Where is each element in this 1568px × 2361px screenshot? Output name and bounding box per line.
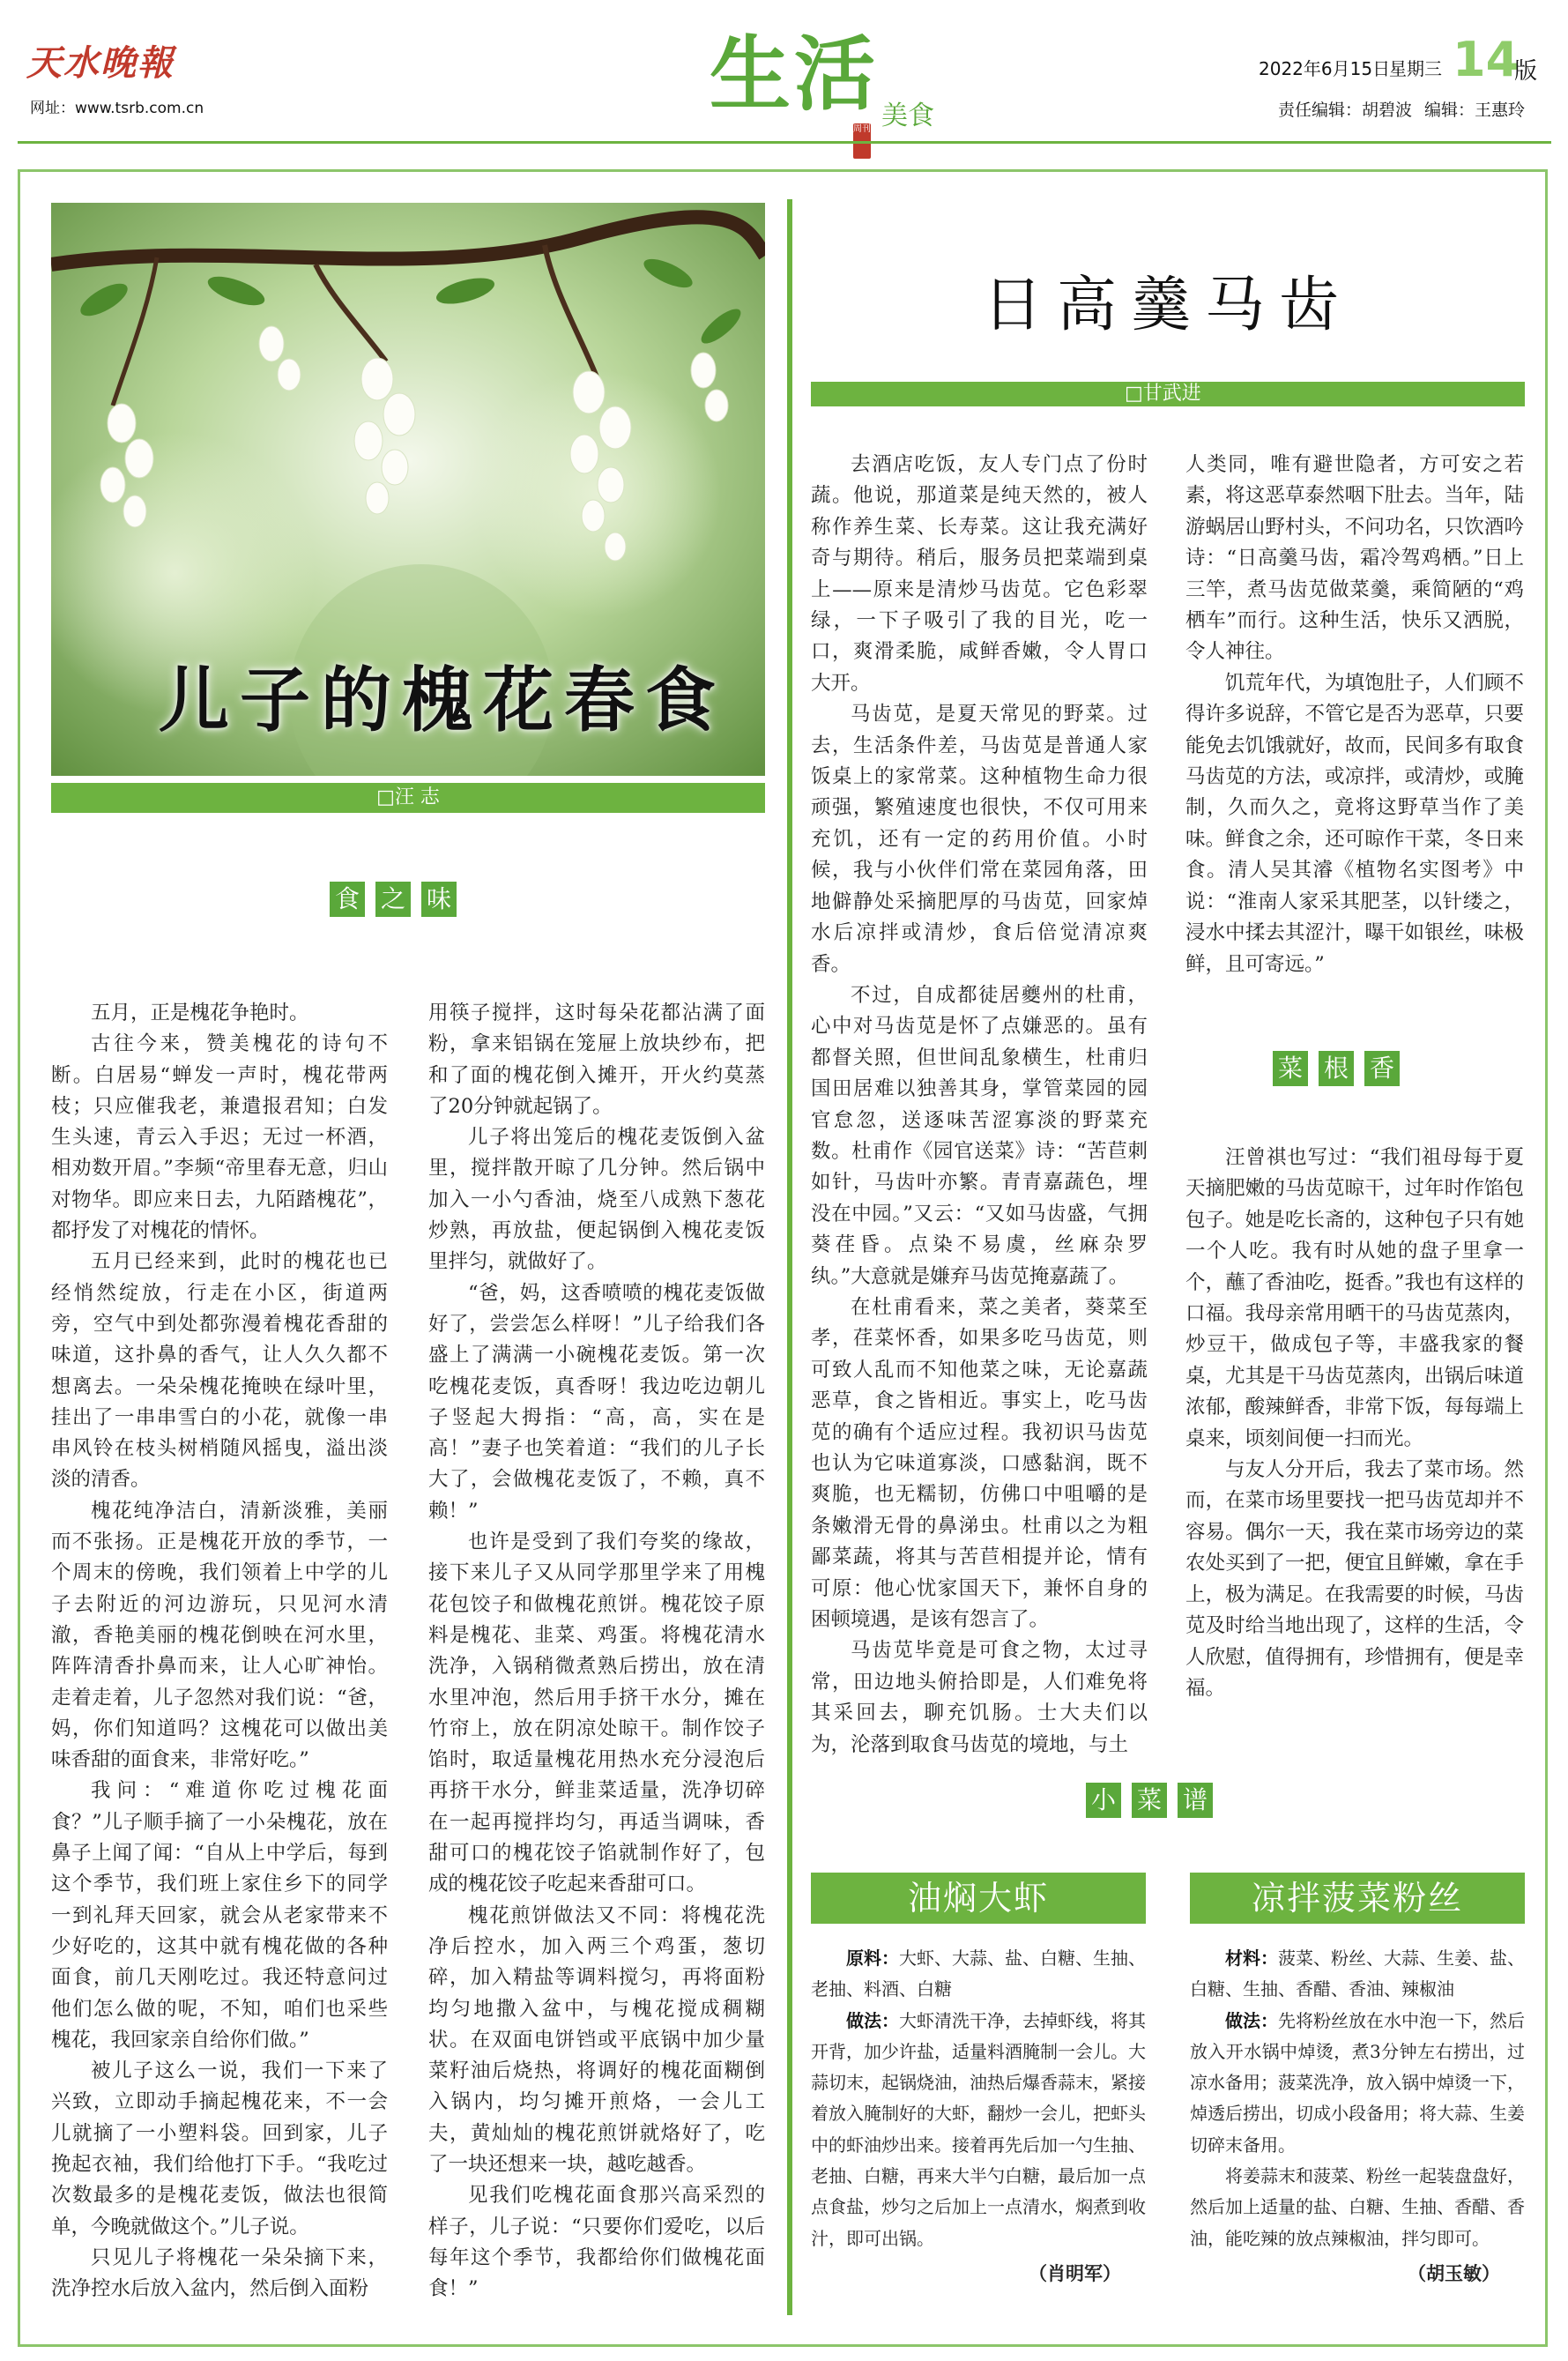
tag-char: 小 xyxy=(1086,1783,1121,1818)
page-label: 版 xyxy=(1514,58,1538,85)
recipe-ingredients xyxy=(1190,1943,1525,2006)
newspaper-logo: 天水晚報 xyxy=(26,42,175,84)
paragraph: 马齿苋，是夏天常见的野菜。过去，生活条件差，马齿苋是普通人家饭桌上的家常菜。这种植物生命力很顽强，繁殖速度也很快，不仅可用来充饥，还有一定的药用价值。小时候，我与小伙伴们常在菜园角落，田地僻静处采摘肥厚的马齿苋，回家焯水后凉拌或清炒，食后倍觉清凉爽香。 xyxy=(811,703,1148,976)
recipe-card-spinach xyxy=(1190,1873,1525,2286)
website-url: 网址：www.tsrb.com.cn xyxy=(30,100,204,117)
right-article-column-3 xyxy=(1185,1143,1524,1704)
tag-char: 菜 xyxy=(1132,1783,1167,1818)
paragraph: 槐花煎饼做法又不同：将槐花洗净后控水，加入两三个鸡蛋，葱切碎，加入精盐等调料搅匀，再将面粉均匀地撒入盆中，与槐花搅成稠糊状。在双面电饼铛或平底锅中加少量菜籽油后烧热，将调好的槐花面糊倒入锅内，均匀摊开煎烙，一会儿工夫，黄灿灿的槐花煎饼就烙好了，吃了一块还想来一块，越吃越香。 xyxy=(428,1903,765,2176)
paragraph: 人类同，唯有避世隐者，方可安之若素，将这恶草泰然咽下肚去。当年，陆游蜗居山野村头，不问功名，只饮酒吟诗：“日高羹马齿，霜冷驾鸡栖。”日上三竿，煮马齿苋做菜羹，乘简陋的“鸡栖车”而行。这种生活，快乐又洒脱，令人神往。 xyxy=(1185,453,1524,664)
method-text: 先将粉丝放在水中泡一下，然后放入开水锅中焯烫，煮3分钟左右捞出，过凉水备用；菠菜洗净，放入锅中焯烫一下，焯透后捞出，切成小段备用；将大蒜、生姜切碎末备用。 xyxy=(1190,2009,1525,2156)
editor-credits xyxy=(1278,97,1537,121)
left-tag-group xyxy=(324,882,462,917)
method-label: 做法： xyxy=(846,2009,899,2031)
recipe-title: 油焖大虾 xyxy=(811,1873,1146,1924)
paragraph: 用筷子搅拌，这时每朵花都沾满了面粉，拿来铝锅在笼屉上放块纱布，把和了面的槐花倒入摊开，开火约莫蒸了20分钟就起锅了。 xyxy=(428,1002,765,1118)
ingredients-label: 原料： xyxy=(846,1948,899,1969)
paragraph: 与友人分开后，我去了菜市场。然而，在菜市场里要找一把马齿苋却并不容易。偶尔一天，我在菜市场旁边的菜农处买到了一把，便宜且鲜嫩，拿在手上，极为满足。在我需要的时候，马齿苋及时给当地出现了，这样的生活，令人欣慰，值得拥有，珍惜拥有，便是幸福。 xyxy=(1185,1458,1524,1700)
recipe-method-cont: 将姜蒜末和菠菜、粉丝一起装盘盘好，然后加上适量的盐、白糖、生抽、香醋、香油，能吃辣的放点辣椒油，拌匀即可。 xyxy=(1190,2165,1525,2249)
left-byline-bar xyxy=(51,783,765,813)
recipe-body xyxy=(811,1943,1146,2254)
ingredients-text: 菠菜、粉丝、大蒜、生姜、盐、白糖、生抽、香醋、香油、辣椒油 xyxy=(1190,1948,1525,2000)
method-text: 大虾清洗干净，去掉虾线，将其开背，加少许盐，适量料酒腌制一会儿。大蒜切末，起锅烧油，油热后爆香蒜末，紧接着放入腌制好的大虾，翻炒一会儿，把虾头中的虾油炒出来。接着再先后加一勺生抽、老抽、白糖，再来大半勺白糖，最后加一点点食盐，炒匀之后加上一点清水，焖煮到收汁，即可出锅。 xyxy=(811,2009,1146,2249)
recipe-tag-group xyxy=(1081,1783,1218,1818)
method-label: 做法： xyxy=(1225,2009,1278,2031)
left-article-column-1 xyxy=(51,998,388,2305)
right-byline-bar xyxy=(811,382,1525,406)
paragraph: 也许是受到了我们夸奖的缘故，接下来儿子又从同学那里学来了用槐花包饺子和做槐花煎饼。槐花饺子原料是槐花、韭菜、鸡蛋。将槐花清水洗净，入锅稍微煮熟后捞出，放在清水里冲泡，然后用手挤干水分，摊在竹帘上，放在阴凉处晾干。制作饺子馅时，取适量槐花用热水充分浸泡后再挤干水分，鲜韭菜适量，洗净切碎在一起再搅拌均匀，再适当调味，香甜可口的槐花饺子馅就制作好了，包成的槐花饺子吃起来香甜可口。 xyxy=(428,1531,765,1896)
column-divider xyxy=(787,199,792,2315)
paragraph: 去酒店吃饭，友人专门点了份时蔬。他说，那道菜是纯天然的，被人称作养生菜、长寿菜。这让我充满好奇与期待。稍后，服务员把菜端到桌上——原来是清炒马齿苋。它色彩翠绿，一下子吸引了我的目光，吃一口，爽滑柔脆，咸鲜香嫩，令人胃口大开。 xyxy=(811,453,1148,695)
tag-char: 谱 xyxy=(1178,1783,1213,1818)
recipe-method xyxy=(1190,2006,1525,2161)
tag-char: 根 xyxy=(1319,1051,1354,1086)
page-number: 14 xyxy=(1453,32,1520,87)
masthead-rule xyxy=(18,141,1551,144)
paragraph: 我问：“难道你吃过槐花面食？”儿子顺手摘了一小朵槐花，放在鼻子上闻了闻：“自从上中学后，每到这个季节，我们班上家住乡下的同学一到礼拜天回家，就会从老家带来不少好吃的，这其中就有槐花做的各种面食，前几天刚吃过。我还特意问过他们怎么做的呢，不知，咱们也采些槐花，我回家亲自给你们做。” xyxy=(51,1779,388,2052)
paragraph: 古往今来，赞美槐花的诗句不断。白居易“蝉发一声时，槐花带两枝；只应催我老，兼遣报君知；白发生头速，青云入手迟；无过一杯酒，相劝数开眉。”李频“帝里春无意，归山对物华。即应来日去，九陌踏槐花”，都抒发了对槐花的情怀。 xyxy=(51,1032,388,1243)
paragraph: 只见儿子将槐花一朵朵摘下来，洗净控水后放入盆内，然后倒入面粉 xyxy=(51,2246,388,2301)
tag-char: 食 xyxy=(330,882,365,917)
paragraph: 在杜甫看来，菜之美者，葵菜至孝，荏菜怀香，如果多吃马齿苋，则可致人乱而不知他菜之味，无论嘉蔬恶草，食之皆相近。事实上，吃马齿苋的确有个适应过程。我初识马齿苋也认为它味道寡淡，口感黏润，既不爽脆，也无糯韧，仿佛口中咀嚼的是条嫩滑无骨的鼻涕虫。杜甫以之为粗鄙菜蔬，将其与苦苣相提并论，情有可原：他心忧家国天下，兼怀自身的困顿境遇，是该有怨言了。 xyxy=(811,1295,1148,1632)
right-article-title: 日高羹马齿 xyxy=(982,271,1353,340)
issue-weekday: 星期三 xyxy=(1389,58,1442,79)
paragraph: 汪曾祺也写过：“我们祖母每于夏天摘肥嫩的马齿苋晾干，过年时作馅包包子。她是吃长斋的，这种包子只有她一个人吃。我有时从她的盘子里拿一个，蘸了香油吃，挺香。”我也有这样的口福。我母亲常用晒干的马齿苋蒸肉，炒豆干，做成包子等，丰盛我家的餐桌，尤其是干马齿苋蒸肉，出锅后味道浓郁，酸辣鲜香，非常下饭，每每端上桌来，顷刻间便一扫而光。 xyxy=(1185,1146,1524,1450)
recipe-title: 凉拌菠菜粉丝 xyxy=(1190,1873,1525,1924)
subsection-label: 美食 xyxy=(881,101,934,131)
paragraph: 儿子将出笼后的槐花麦饭倒入盆里，搅拌散开晾了几分钟。然后锅中加入一小勺香油，烧至八成熟下葱花炒熟，再放盐，便起锅倒入槐花麦饭里拌匀，就做好了。 xyxy=(428,1126,765,1274)
paragraph: 不过，自成都徒居夔州的杜甫，心中对马齿苋是怀了点嫌恶的。虽有都督关照，但世间乱象横生，杜甫归国田居难以独善其身，掌管菜园的园官怠忽，送逐味苦涩寡淡的野菜充数。杜甫作《园官送菜》诗：“苦苣刺如针，马齿叶亦繁。青青嘉蔬色，埋没在中园。”又云：“又如马齿盛，气拥葵荏昏。点染不易虞，丝麻杂罗纨。”大意就是嫌弃马齿苋掩嘉蔬了。 xyxy=(811,983,1148,1288)
section-stamp: 周刊 xyxy=(853,123,871,159)
left-article-byline: □汪 志 xyxy=(376,786,440,808)
right-tag-group xyxy=(1267,1051,1405,1086)
right-article-column-2 xyxy=(1185,450,1524,980)
ingredients-text: 大虾、大蒜、盐、白糖、生抽、老抽、料酒、白糖 xyxy=(811,1948,1146,2000)
recipe-ingredients xyxy=(811,1943,1146,2006)
tag-char: 之 xyxy=(375,882,411,917)
recipe-author: （肖明军） xyxy=(1029,2262,1121,2284)
paragraph: “爸，妈，这香喷喷的槐花麦饭做好了，尝尝怎么样呀！”儿子给我们各盛上了满满一小碗槐花麦饭。第一次吃槐花麦饭，真香呀！我边吃边朝儿子竖起大拇指：“高，高，实在是高！”妻子也笑着道：“我们的儿子长大了，会做槐花麦饭了，不赖，真不赖！” xyxy=(428,1281,765,1523)
paragraph: 见我们吃槐花面食那兴高采烈的样子，儿子说：“只要你们爱吃，以后每年这个季节，我都给你们做槐花面食！” xyxy=(428,2184,765,2301)
left-article-column-2 xyxy=(428,998,765,2305)
recipe-card-shrimp xyxy=(811,1873,1146,2286)
paragraph: 五月已经来到，此时的槐花也已经悄然绽放，行走在小区，街道两旁，空气中到处都弥漫着槐花香甜的味道，这扑鼻的香气，让人久久都不想离去。一朵朵槐花掩映在绿叶里，挂出了一串串雪白的小花，就像一串串风铃在枝头树梢随风摇曳，溢出淡淡的清香。 xyxy=(51,1250,388,1492)
section-title: 生活 xyxy=(710,26,880,122)
right-article-byline: □甘武进 xyxy=(1125,383,1201,405)
paragraph: 五月，正是槐花争艳时。 xyxy=(91,1002,309,1024)
left-article-title: 儿子的槐花春食 xyxy=(159,659,726,741)
chief-editor: 责任编辑：胡碧波 xyxy=(1278,101,1413,120)
issue-date: 2022年6月15日 xyxy=(1259,58,1391,79)
tag-char: 味 xyxy=(421,882,457,917)
recipe-body xyxy=(1190,1943,1525,2254)
paragraph: 马齿苋毕竟是可食之物，太过寻常，田边地头俯拾即是，人们难免将其采回去，聊充饥肠。士大夫们以为，沦落到取食马齿苋的境地，与土 xyxy=(811,1639,1148,1756)
editor: 编辑：王惠玲 xyxy=(1424,101,1526,120)
paragraph: 槐花纯净洁白，清新淡雅，美丽而不张扬。正是槐花开放的季节，一个周末的傍晚，我们领着上中学的儿子去附近的河边游玩，只见河水清澈，香艳美丽的槐花倒映在河水里，阵阵清香扑鼻而来，让人心旷神怡。走着走着，儿子忽然对我们说：“爸，妈，你们知道吗？这槐花可以做出美味香甜的面食来，非常好吃。” xyxy=(51,1499,388,1772)
recipe-method xyxy=(811,2006,1146,2254)
right-article-column-1 xyxy=(811,450,1148,1761)
paragraph: 被儿子这么一说，我们一下来了兴致，立即动手摘起槐花来，不一会儿就摘了一小塑料袋。回到家，儿子挽起衣袖，我们给他打下手。“我吃过次数最多的是槐花麦饭，做法也很简单，今晚就做这个。”儿子说。 xyxy=(51,2059,388,2238)
ingredients-label: 材料： xyxy=(1225,1948,1278,1969)
paragraph: 饥荒年代，为填饱肚子，人们顾不得许多说辞，不管它是否为恶草，只要能免去饥饿就好，故而，民间多有取食马齿苋的方法，或凉拌，或清炒，或腌制，久而久之，竟将这野草当作了美味。鲜食之余，还可晾作干菜，冬日来食。清人吴其濬《植物名实图考》中说：“淮南人家采其肥茎，以针缕之，浸水中揉去其涩汁，曝干如银丝，味极鲜，且可寄远。” xyxy=(1185,671,1524,976)
recipe-author: （胡玉敏） xyxy=(1408,2262,1500,2284)
tag-char: 香 xyxy=(1364,1051,1400,1086)
tag-char: 菜 xyxy=(1273,1051,1308,1086)
